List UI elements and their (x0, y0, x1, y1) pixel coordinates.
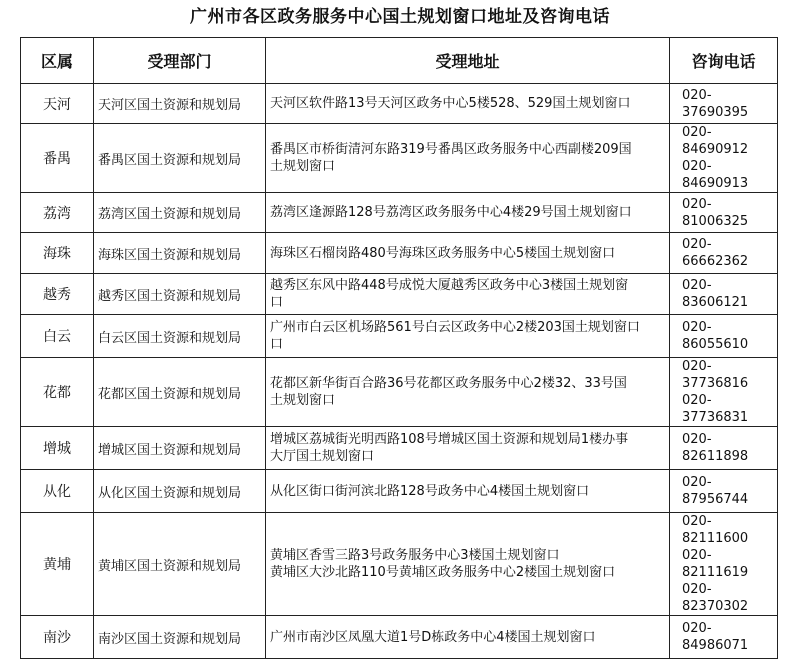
address-cell (266, 358, 670, 427)
phone-number: 020-84690912 (682, 125, 749, 157)
address-line: 增城区荔城街光明西路108号增城区国土资源和规划局1楼办事 (270, 432, 629, 447)
district-cell: 海珠 (21, 233, 94, 274)
department-cell: 番禺区国土资源和规划局 (94, 124, 266, 193)
address-cell (266, 315, 670, 358)
table-row (21, 513, 778, 616)
phone-cell (670, 470, 778, 513)
header-district: 区属 (21, 38, 94, 84)
department-cell: 增城区国土资源和规划局 (94, 427, 266, 470)
address-line: 花都区新华街百合路36号花都区政务服务中心2楼32、33号国 (270, 376, 627, 391)
address-cell (266, 124, 670, 193)
phone-cell (670, 193, 778, 233)
address-cell (266, 470, 670, 513)
district-cell: 荔湾 (21, 193, 94, 233)
district-cell: 越秀 (21, 274, 94, 315)
address-line: 番禺区市桥街清河东路319号番禺区政务服务中心西副楼209国 (270, 142, 632, 157)
address-line: 大厅国土规划窗口 (270, 449, 375, 464)
phone-number: 020-86055610 (682, 320, 749, 352)
table-row (21, 124, 778, 193)
phone-cell (670, 513, 778, 616)
phone-number: 020-37690395 (682, 87, 749, 120)
address-line: 黄埔区香雪三路3号政务服务中心3楼国土规划窗口 (270, 548, 560, 563)
department-cell: 黄埔区国土资源和规划局 (94, 513, 266, 616)
district-cell: 从化 (21, 470, 94, 513)
address-line: 黄埔区大沙北路110号黄埔区政务服务中心2楼国土规划窗口 (270, 565, 616, 580)
table-row (21, 274, 778, 315)
table-row (21, 470, 778, 513)
department-cell: 白云区国土资源和规划局 (94, 315, 266, 358)
header-phone: 咨询电话 (670, 38, 778, 84)
address-line: 口 (270, 337, 284, 352)
department-cell: 海珠区国土资源和规划局 (94, 233, 266, 274)
department-cell: 越秀区国土资源和规划局 (94, 274, 266, 315)
address-line: 越秀区东风中路448号成悦大厦越秀区政务中心3楼国土规划窗 (270, 278, 629, 293)
phone-number: 020-87956744 (682, 475, 749, 507)
phone-number: 020-84986071 (682, 621, 749, 653)
phone-cell (670, 84, 778, 124)
address-line: 广州市南沙区凤凰大道1号D栋政务中心4楼国土规划窗口 (270, 629, 596, 645)
address-line: 海珠区石榴岗路480号海珠区政务服务中心5楼国土规划窗口 (270, 245, 616, 261)
header-address: 受理地址 (266, 38, 670, 84)
district-cell: 花都 (21, 358, 94, 427)
header-department: 受理部门 (94, 38, 266, 84)
phone-number: 020-83606121 (682, 278, 749, 310)
address-line: 从化区街口街河滨北路128号政务中心4楼国土规划窗口 (270, 483, 590, 499)
district-cell: 南沙 (21, 616, 94, 659)
address-line: 土规划窗口 (270, 159, 336, 174)
phone-number: 020-82370302 (682, 582, 749, 614)
district-cell: 黄埔 (21, 513, 94, 616)
phone-number: 020-81006325 (682, 196, 749, 229)
department-cell: 荔湾区国土资源和规划局 (94, 193, 266, 233)
table-row (21, 193, 778, 233)
table-row (21, 616, 778, 659)
phone-number: 020-37736816 (682, 359, 749, 391)
table-row (21, 427, 778, 470)
phone-cell (670, 124, 778, 193)
page-title: 广州市各区政务服务中心国土规划窗口地址及咨询电话 (190, 7, 610, 27)
address-cell (266, 193, 670, 233)
phone-number: 020-84690913 (682, 159, 749, 191)
phone-number: 020-82111619 (682, 548, 749, 580)
header-row (21, 38, 778, 84)
address-cell (266, 274, 670, 315)
district-cell: 天河 (21, 84, 94, 124)
department-cell: 天河区国土资源和规划局 (94, 84, 266, 124)
phone-number: 020-82111600 (682, 514, 749, 546)
table-row (21, 84, 778, 124)
table-row (21, 315, 778, 358)
address-cell (266, 616, 670, 659)
address-line: 广州市白云区机场路561号白云区政务中心2楼203国土规划窗口 (270, 320, 640, 335)
address-cell (266, 513, 670, 616)
address-line: 土规划窗口 (270, 393, 336, 408)
phone-cell (670, 358, 778, 427)
office-table (20, 37, 778, 659)
table-row (21, 233, 778, 274)
district-cell: 白云 (21, 315, 94, 358)
address-cell (266, 84, 670, 124)
department-cell: 南沙区国土资源和规划局 (94, 616, 266, 659)
address-line: 荔湾区逢源路128号荔湾区政务服务中心4楼29号国土规划窗口 (270, 205, 632, 220)
phone-cell (670, 616, 778, 659)
department-cell: 从化区国土资源和规划局 (94, 470, 266, 513)
phone-cell (670, 315, 778, 358)
phone-cell (670, 233, 778, 274)
address-line: 天河区软件路13号天河区政务中心5楼528、529国土规划窗口 (270, 96, 631, 111)
phone-number: 020-82611898 (682, 432, 749, 464)
table-row (21, 358, 778, 427)
address-line: 口 (270, 295, 284, 310)
phone-cell (670, 427, 778, 470)
address-cell (266, 427, 670, 470)
district-cell: 增城 (21, 427, 94, 470)
phone-cell (670, 274, 778, 315)
address-cell (266, 233, 670, 274)
department-cell: 花都区国土资源和规划局 (94, 358, 266, 427)
phone-number: 020-66662362 (682, 237, 749, 269)
district-cell: 番禺 (21, 124, 94, 193)
phone-number: 020-37736831 (682, 393, 749, 425)
